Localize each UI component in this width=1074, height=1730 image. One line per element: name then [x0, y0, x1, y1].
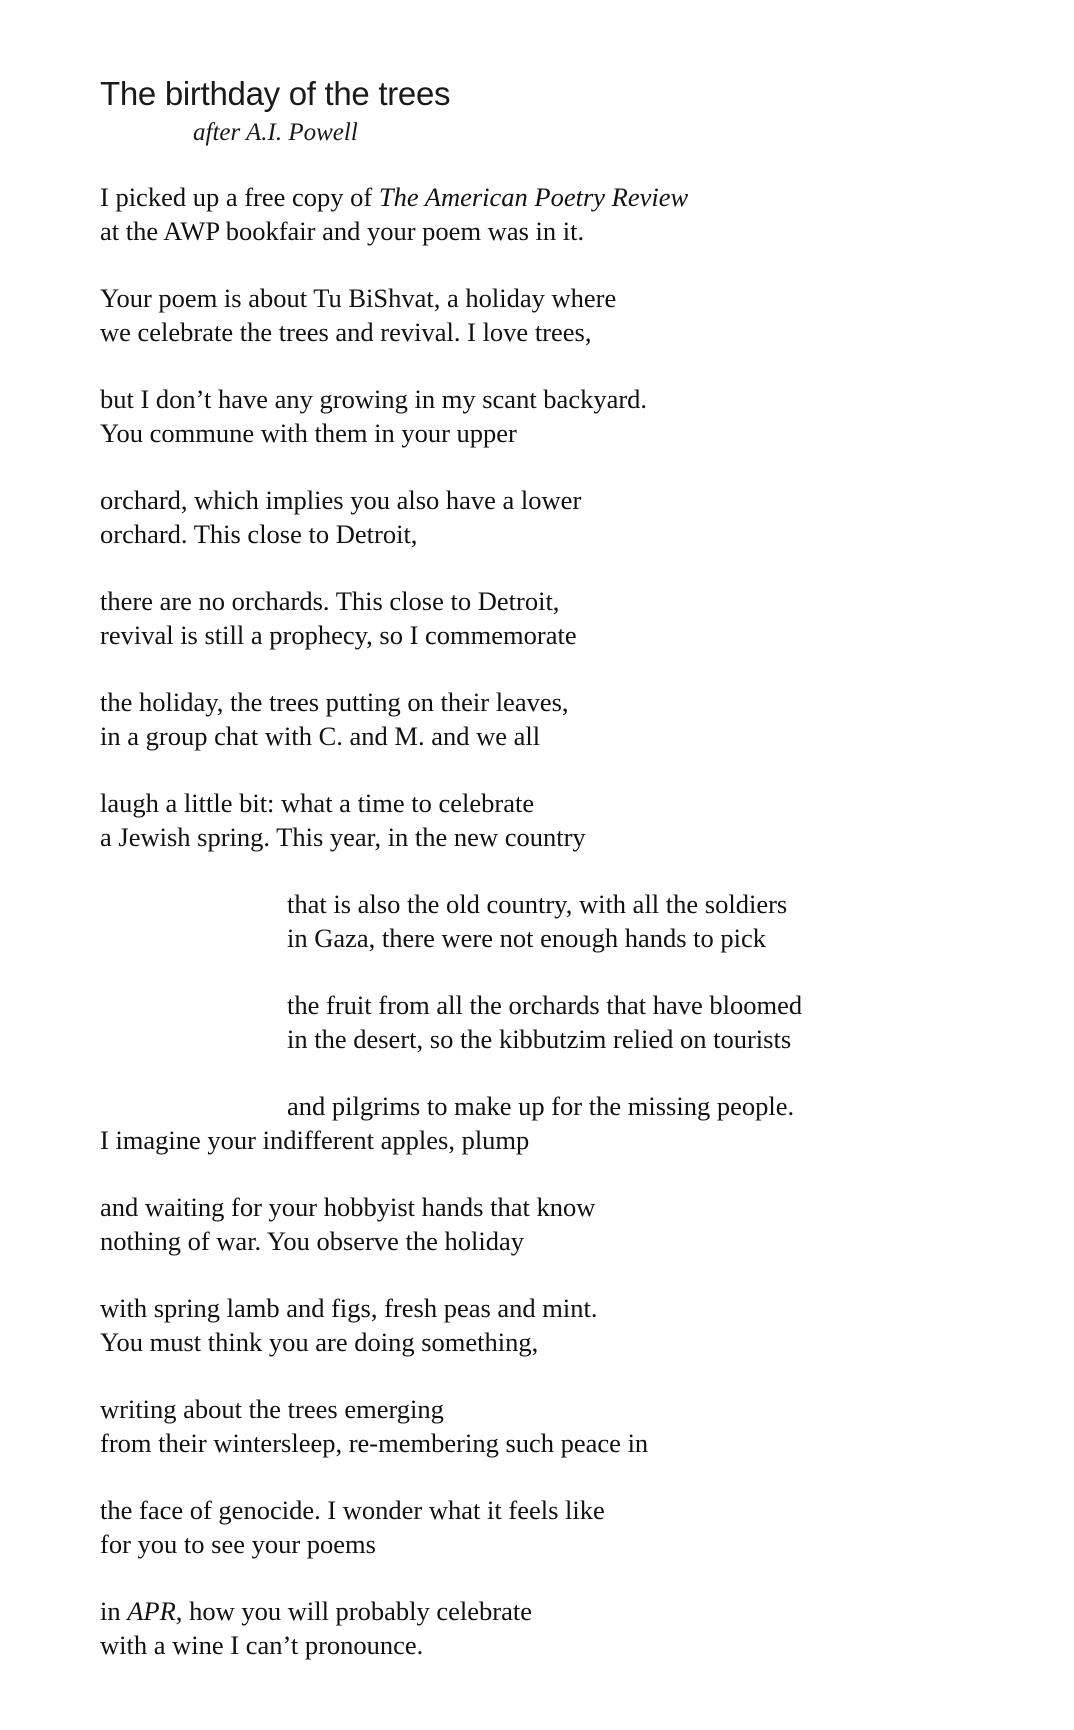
- stanza-6: [100, 685, 1060, 753]
- poem-line: nothing of war. You observe the holiday: [100, 1226, 524, 1256]
- poem-line: [100, 1594, 1060, 1628]
- poem-dedication: after A.I. Powell: [193, 119, 358, 146]
- poem-line: but I don’t have any growing in my scant backyard.: [100, 384, 648, 414]
- stanza-1: [100, 180, 1060, 248]
- poem-line: with a wine I can’t pronounce.: [100, 1630, 424, 1660]
- stanza-13: [100, 1392, 1060, 1460]
- poem-line: and waiting for your hobbyist hands that know: [100, 1192, 596, 1222]
- stanza-3: [100, 382, 1060, 450]
- poem-line-indented: the fruit from all the orchards that have bloomed: [287, 990, 803, 1020]
- stanza-10: [100, 1089, 1060, 1157]
- poem-line: laugh a little bit: what a time to celebrate: [100, 788, 535, 818]
- stanza-5: [100, 584, 1060, 652]
- stanza-14: [100, 1493, 1060, 1561]
- stanza-11: [100, 1190, 1060, 1258]
- poem-line-text: I picked up a free copy of: [100, 182, 379, 212]
- stanza-2: [100, 281, 1060, 349]
- poem-line: in a group chat with C. and M. and we all: [100, 721, 541, 751]
- poem-line: the holiday, the trees putting on their leaves,: [100, 687, 569, 717]
- poem-line-indented: in Gaza, there were not enough hands to pick: [287, 923, 767, 953]
- poem-line: You commune with them in your upper: [100, 418, 517, 448]
- journal-abbrev-italic: APR,: [127, 1596, 183, 1626]
- poem-line-indented: that is also the old country, with all the soldiers: [287, 889, 788, 919]
- poem-line: You must think you are doing something,: [100, 1327, 539, 1357]
- poem-line-indented: and pilgrims to make up for the missing people.: [287, 1091, 795, 1121]
- stanza-9: [100, 988, 1060, 1056]
- poem-line: for you to see your poems: [100, 1529, 376, 1559]
- poem-body: [100, 180, 1060, 1662]
- stanza-8: [100, 887, 1060, 955]
- poem-line-text: how you will probably celebrate: [182, 1596, 532, 1626]
- journal-title-italic: The American Poetry Review: [378, 182, 689, 212]
- poem-line: orchard. This close to Detroit,: [100, 519, 418, 549]
- poem-title: The birthday of the trees: [100, 75, 451, 112]
- stanza-7: [100, 786, 1060, 854]
- poem-line: we celebrate the trees and revival. I love trees,: [100, 317, 592, 347]
- poem-line-indented: in the desert, so the kibbutzim relied on tourists: [287, 1024, 792, 1054]
- poem-line: [100, 180, 1060, 214]
- poem-line: a Jewish spring. This year, in the new country: [100, 822, 586, 852]
- poem-line: I imagine your indifferent apples, plump: [100, 1125, 530, 1155]
- poem-line: from their wintersleep, re-membering such peace in: [100, 1428, 649, 1458]
- poem-line: orchard, which implies you also have a lower: [100, 485, 582, 515]
- poem-line: the face of genocide. I wonder what it feels like: [100, 1495, 605, 1525]
- stanza-12: [100, 1291, 1060, 1359]
- poem-line: revival is still a prophecy, so I commemorate: [100, 620, 577, 650]
- poem-line: with spring lamb and figs, fresh peas and mint.: [100, 1293, 598, 1323]
- poem-line: there are no orchards. This close to Detroit,: [100, 586, 560, 616]
- stanza-4: [100, 483, 1060, 551]
- stanza-15: [100, 1594, 1060, 1662]
- poem-line: writing about the trees emerging: [100, 1394, 444, 1424]
- poem-line-text: in: [100, 1596, 128, 1626]
- poem-line: at the AWP bookfair and your poem was in it.: [100, 216, 585, 246]
- poem-line: Your poem is about Tu BiShvat, a holiday where: [100, 283, 617, 313]
